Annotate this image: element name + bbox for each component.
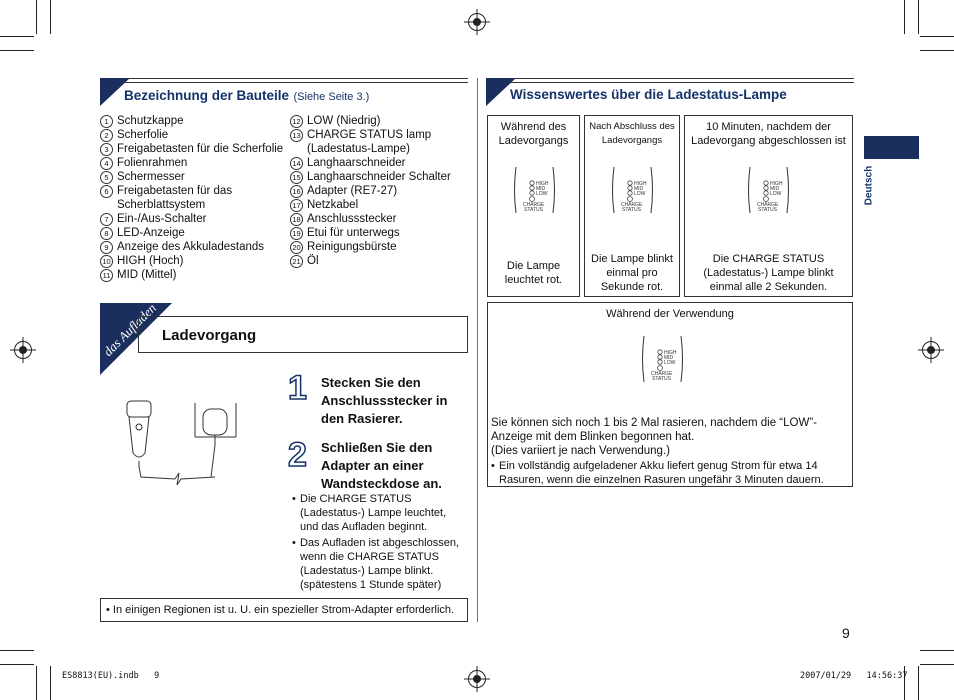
part-label: Reinigungsbürste xyxy=(307,241,397,253)
lamp-header xyxy=(486,78,854,106)
step-1-text: Stecken Sie den Anschlussstecker in den Rasierer. xyxy=(321,375,448,426)
crop-mark xyxy=(50,666,51,700)
column-divider xyxy=(477,78,478,622)
part-item xyxy=(290,142,470,156)
part-item xyxy=(100,212,288,226)
cell-3-header: 10 Minuten, nachdem der Ladevorgang abgeschlossen ist xyxy=(691,121,846,147)
crop-mark xyxy=(0,36,34,37)
language-label: Deutsch xyxy=(863,165,875,206)
part-item xyxy=(290,184,470,198)
charge-lamp-icon xyxy=(746,165,791,215)
usage-text-2: (Dies variiert je nach Verwendung.) xyxy=(491,445,670,457)
charge-lamp-icon xyxy=(512,165,557,215)
part-item xyxy=(290,240,470,254)
part-item xyxy=(100,142,288,156)
part-number: 11 xyxy=(100,269,113,282)
part-item xyxy=(290,198,470,212)
charging-illustration xyxy=(115,395,250,495)
part-item xyxy=(290,254,470,268)
part-label: Ein-/Aus-Schalter xyxy=(117,213,207,225)
part-item xyxy=(100,198,288,212)
crop-mark xyxy=(920,50,954,51)
part-item xyxy=(290,156,470,170)
part-label: Freigabetasten für das xyxy=(117,185,233,197)
registration-mark-icon xyxy=(468,670,486,688)
registration-mark-icon xyxy=(468,13,486,31)
svg-text:MID: MID xyxy=(664,355,674,361)
charging-bullets: • Die CHARGE STATUS (Ladestatus-) Lampe leuchtet, und das Aufladen beginnt. • Das Aufladen ist abgeschlossen, wenn die CHARGE STATUS (Ladestatus-) Lampe blinkt. (spätestens 1 Stunde später) xyxy=(292,492,467,592)
crop-mark xyxy=(0,50,34,51)
part-number: 17 xyxy=(290,199,303,212)
parts-header xyxy=(100,78,468,106)
svg-text:MID: MID xyxy=(770,186,780,192)
part-item xyxy=(290,114,470,128)
part-number: 5 xyxy=(100,171,113,184)
part-number: 3 xyxy=(100,143,113,156)
part-item xyxy=(100,114,288,128)
header-rule xyxy=(486,78,854,79)
part-label: Scherblattsystem xyxy=(117,199,206,211)
cell-1-caption: Die Lampe leuchtet rot. xyxy=(504,260,563,286)
svg-text:CHARGE: CHARGE xyxy=(523,202,545,208)
usage-text-1: Sie können sich noch 1 bis 2 Mal rasieren, nachdem die “LOW”-Anzeige mit dem Blinken begonnen hat. xyxy=(491,417,817,443)
charging-bullet-2: Das Aufladen ist abgeschlossen, wenn die CHARGE STATUS (Ladestatus-) Lampe blinkt. (spätestens 1 Stunde später) xyxy=(300,537,459,591)
part-item xyxy=(100,170,288,184)
part-label: Anschlussstecker xyxy=(307,213,397,225)
charging-bullet-1: Die CHARGE STATUS (Ladestatus-) Lampe leuchtet, und das Aufladen beginnt. xyxy=(300,493,447,533)
charge-lamp-icon xyxy=(640,334,685,384)
part-label: Anzeige des Akkuladestands xyxy=(117,241,265,253)
file-label: ES8813(EU).indb 9 xyxy=(62,671,160,681)
part-number: 13 xyxy=(290,129,303,142)
svg-text:MID: MID xyxy=(536,186,546,192)
part-label: Adapter (RE7-27) xyxy=(307,185,398,197)
part-item xyxy=(290,226,470,240)
lamp-indicator xyxy=(640,334,685,384)
part-number: 8 xyxy=(100,227,113,240)
part-label: MID (Mittel) xyxy=(117,269,177,281)
part-number: 21 xyxy=(290,255,303,268)
part-number: 12 xyxy=(290,115,303,128)
part-number: 1 xyxy=(100,115,113,128)
note-label: In einigen Regionen ist u. U. ein spezieller Strom-Adapter erforderlich. xyxy=(112,604,455,616)
svg-text:CHARGE: CHARGE xyxy=(651,371,673,377)
part-number: 4 xyxy=(100,157,113,170)
part-number: 14 xyxy=(290,157,303,170)
crop-mark xyxy=(36,0,37,34)
part-item xyxy=(100,240,288,254)
part-number: 15 xyxy=(290,171,303,184)
part-number: 20 xyxy=(290,241,303,254)
usage-header: Während der Verwendung xyxy=(606,308,734,320)
note-text: • In einigen Regionen ist u. U. ein spezieller Strom-Adapter erforderlich. xyxy=(106,604,455,616)
usage-bullet: Ein vollständig aufgeladener Akku liefert genug Strom für etwa 14 Rasuren, wenn die einzelnen Rasuren ungefähr 3 Minuten dauern. xyxy=(499,460,824,486)
part-label: Folienrahmen xyxy=(117,157,188,169)
part-item xyxy=(100,226,288,240)
crop-mark xyxy=(920,36,954,37)
part-number: 16 xyxy=(290,185,303,198)
usage-text: Sie können sich noch 1 bis 2 Mal rasieren, nachdem die “LOW”-Anzeige mit dem Blinken begonnen hat. (Dies variiert je nach Verwendung.) • Ein vollständig aufgeladener Akku liefert genug Strom für etwa 14 Rasuren, wenn die einzelnen Rasuren ungefähr 3 Minuten dauern. xyxy=(491,416,847,487)
svg-text:STATUS: STATUS xyxy=(524,207,543,213)
svg-text:HIGH: HIGH xyxy=(536,181,549,187)
part-label: Öl xyxy=(307,255,319,267)
crop-mark xyxy=(918,666,919,700)
svg-text:HIGH: HIGH xyxy=(770,181,783,187)
part-label: Langhaarschneider xyxy=(307,157,406,169)
cell-3-caption: Die CHARGE STATUS (Ladestatus-) Lampe blinkt einmal alle 2 Sekunden. xyxy=(703,253,834,293)
step-2-number: 2 xyxy=(288,436,307,474)
svg-text:HIGH: HIGH xyxy=(664,350,677,356)
part-label: Langhaarschneider Schalter xyxy=(307,171,451,183)
crop-mark xyxy=(920,664,954,665)
svg-text:STATUS: STATUS xyxy=(652,376,671,382)
lamp-indicator xyxy=(610,165,655,215)
part-item xyxy=(100,156,288,170)
crop-mark xyxy=(0,664,34,665)
part-label: CHARGE STATUS lamp xyxy=(307,129,432,141)
timestamp-label: 2007/01/29 14:56:37 xyxy=(800,671,908,681)
charging-tab-label: das Aufladen xyxy=(100,300,160,359)
header-rule xyxy=(486,82,854,83)
part-item xyxy=(100,254,288,268)
svg-text:LOW: LOW xyxy=(536,191,548,197)
svg-text:LOW: LOW xyxy=(664,360,676,366)
lamp-title: Wissenswertes über die Ladestatus-Lampe xyxy=(510,87,787,102)
part-item xyxy=(290,212,470,226)
crop-mark xyxy=(918,0,919,34)
part-item xyxy=(100,184,288,198)
part-number: 18 xyxy=(290,213,303,226)
part-label: LED-Anzeige xyxy=(117,227,185,239)
part-label: (Ladestatus-Lampe) xyxy=(307,143,410,155)
part-number: 9 xyxy=(100,241,113,254)
crop-mark xyxy=(0,650,34,651)
part-label: Netzkabel xyxy=(307,199,359,211)
part-item xyxy=(290,170,470,184)
step-1-number: 1 xyxy=(288,369,307,407)
charge-lamp-icon xyxy=(610,165,655,215)
svg-text:MID: MID xyxy=(634,186,644,192)
crop-mark xyxy=(904,0,905,34)
crop-mark xyxy=(50,0,51,34)
svg-text:CHARGE: CHARGE xyxy=(757,202,779,208)
part-label: Scherfolie xyxy=(117,129,169,141)
part-label: Schutzkappe xyxy=(117,115,184,127)
crop-mark xyxy=(36,666,37,700)
part-item xyxy=(100,268,288,282)
part-number: 6 xyxy=(100,185,113,198)
parts-title: Bezeichnung der Bauteile xyxy=(124,88,290,103)
part-label: Freigabetasten für die Scherfolie xyxy=(117,143,284,155)
svg-text:LOW: LOW xyxy=(634,191,646,197)
svg-text:STATUS: STATUS xyxy=(622,207,641,213)
parts-subtitle: (Siehe Seite 3.) xyxy=(293,91,370,103)
registration-mark-icon xyxy=(922,341,940,359)
part-label: Schermesser xyxy=(117,171,185,183)
svg-text:LOW: LOW xyxy=(770,191,782,197)
registration-mark-icon xyxy=(14,341,32,359)
part-label: HIGH (Hoch) xyxy=(117,255,184,267)
part-label: LOW (Niedrig) xyxy=(307,115,381,127)
parts-list-left xyxy=(100,114,288,282)
cell-1-header: Während des Ladevorgangs xyxy=(498,121,569,147)
lamp-indicator xyxy=(746,165,791,215)
header-rule xyxy=(100,78,468,79)
crop-mark xyxy=(920,650,954,651)
charging-title: Ladevorgang xyxy=(162,327,257,344)
part-number: 7 xyxy=(100,213,113,226)
svg-text:HIGH: HIGH xyxy=(634,181,647,187)
part-label: Etui für unterwegs xyxy=(307,227,400,239)
svg-text:CHARGE: CHARGE xyxy=(621,202,643,208)
header-rule xyxy=(100,82,468,83)
part-number: 19 xyxy=(290,227,303,240)
part-number: 10 xyxy=(100,255,113,268)
svg-text:STATUS: STATUS xyxy=(758,207,777,213)
part-number: 2 xyxy=(100,129,113,142)
page-number: 9 xyxy=(842,625,850,641)
step-2-text: Schließen Sie den Adapter an einer Wandsteckdose an. xyxy=(321,440,442,491)
part-item xyxy=(100,128,288,142)
cell-2-caption: Die Lampe blinkt einmal pro Sekunde rot. xyxy=(591,253,673,293)
part-item xyxy=(290,128,470,142)
lamp-indicator xyxy=(512,165,557,215)
parts-list-right xyxy=(290,114,470,268)
cell-2-header: Nach Abschluss des Ladevorgangs xyxy=(589,121,675,146)
